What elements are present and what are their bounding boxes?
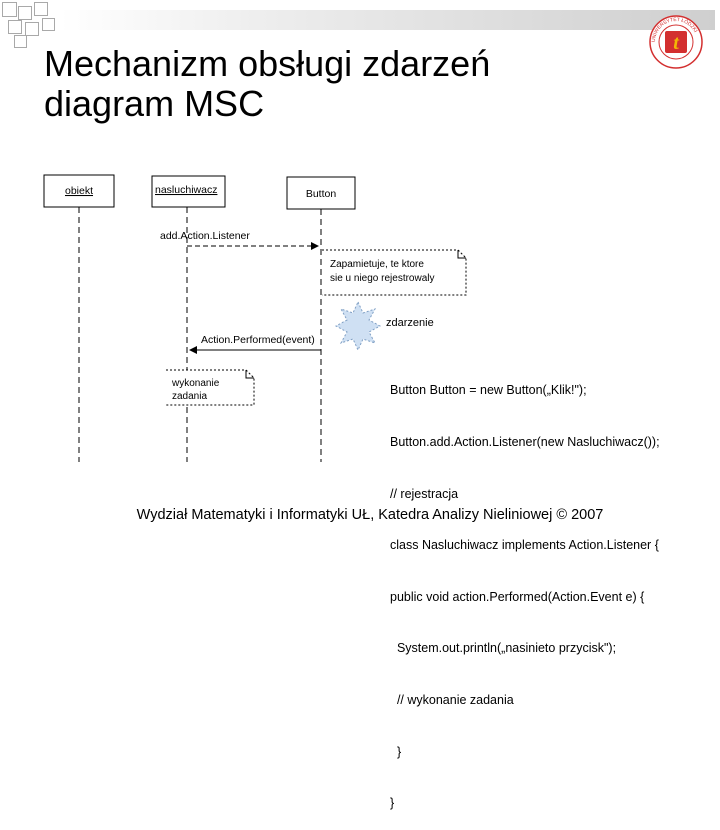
title-line-1: Mechanizm obsługi zdarzeń — [44, 43, 491, 84]
participant-button — [287, 177, 355, 209]
participant-nasluchiwacz — [152, 176, 225, 207]
title-line-2: diagram MSC — [44, 83, 265, 124]
note-remember-line-1: Zapamietuje, te ktore — [330, 259, 424, 270]
event-label: zdarzenie — [386, 317, 434, 329]
code-line: System.out.println(„nasinieto przycisk"); — [390, 641, 617, 656]
note-task-line-2: zadania — [172, 391, 208, 402]
message-action-performed-label: Action.Performed(event) — [201, 334, 315, 346]
note-remember — [322, 250, 466, 295]
code-line: } — [390, 744, 402, 759]
code-line: Button.add.Action.Listener(new Nasluchiwacz()); — [390, 435, 660, 450]
participant-obiekt-label: obiekt — [64, 185, 94, 197]
code-line: public void action.Performed(Action.Event e) { — [390, 589, 645, 604]
code-line: } — [390, 796, 395, 811]
participant-obiekt — [44, 175, 114, 207]
code-line: // rejestracja — [390, 486, 459, 501]
note-remember-line-2: sie u niego rejestrowaly — [330, 273, 435, 284]
event-star-icon — [336, 302, 380, 350]
slide-footer: Wydział Matematyki i Informatyki UŁ, Katedra Analizy Nieliniowej © 2007 — [136, 507, 604, 523]
code-line: // wykonanie zadania — [390, 693, 514, 708]
code-listing — [390, 348, 660, 830]
code-line: class Nasluchiwacz implements Action.Listener { — [390, 538, 659, 553]
note-task-line-1: wykonanie — [172, 378, 220, 389]
logo-letter: t — [673, 32, 679, 54]
logo-text: UNIWERSYTET ŁÓDZKI — [650, 16, 699, 43]
message-add-listener-label: add.Action.Listener — [160, 230, 250, 242]
note-task — [166, 370, 254, 405]
participant-nasluchiwacz-label: nasluchiwacz — [155, 184, 218, 196]
participant-button-label: Button — [305, 188, 337, 200]
code-line: Button Button = new Button(„Klik!"); — [390, 383, 587, 398]
